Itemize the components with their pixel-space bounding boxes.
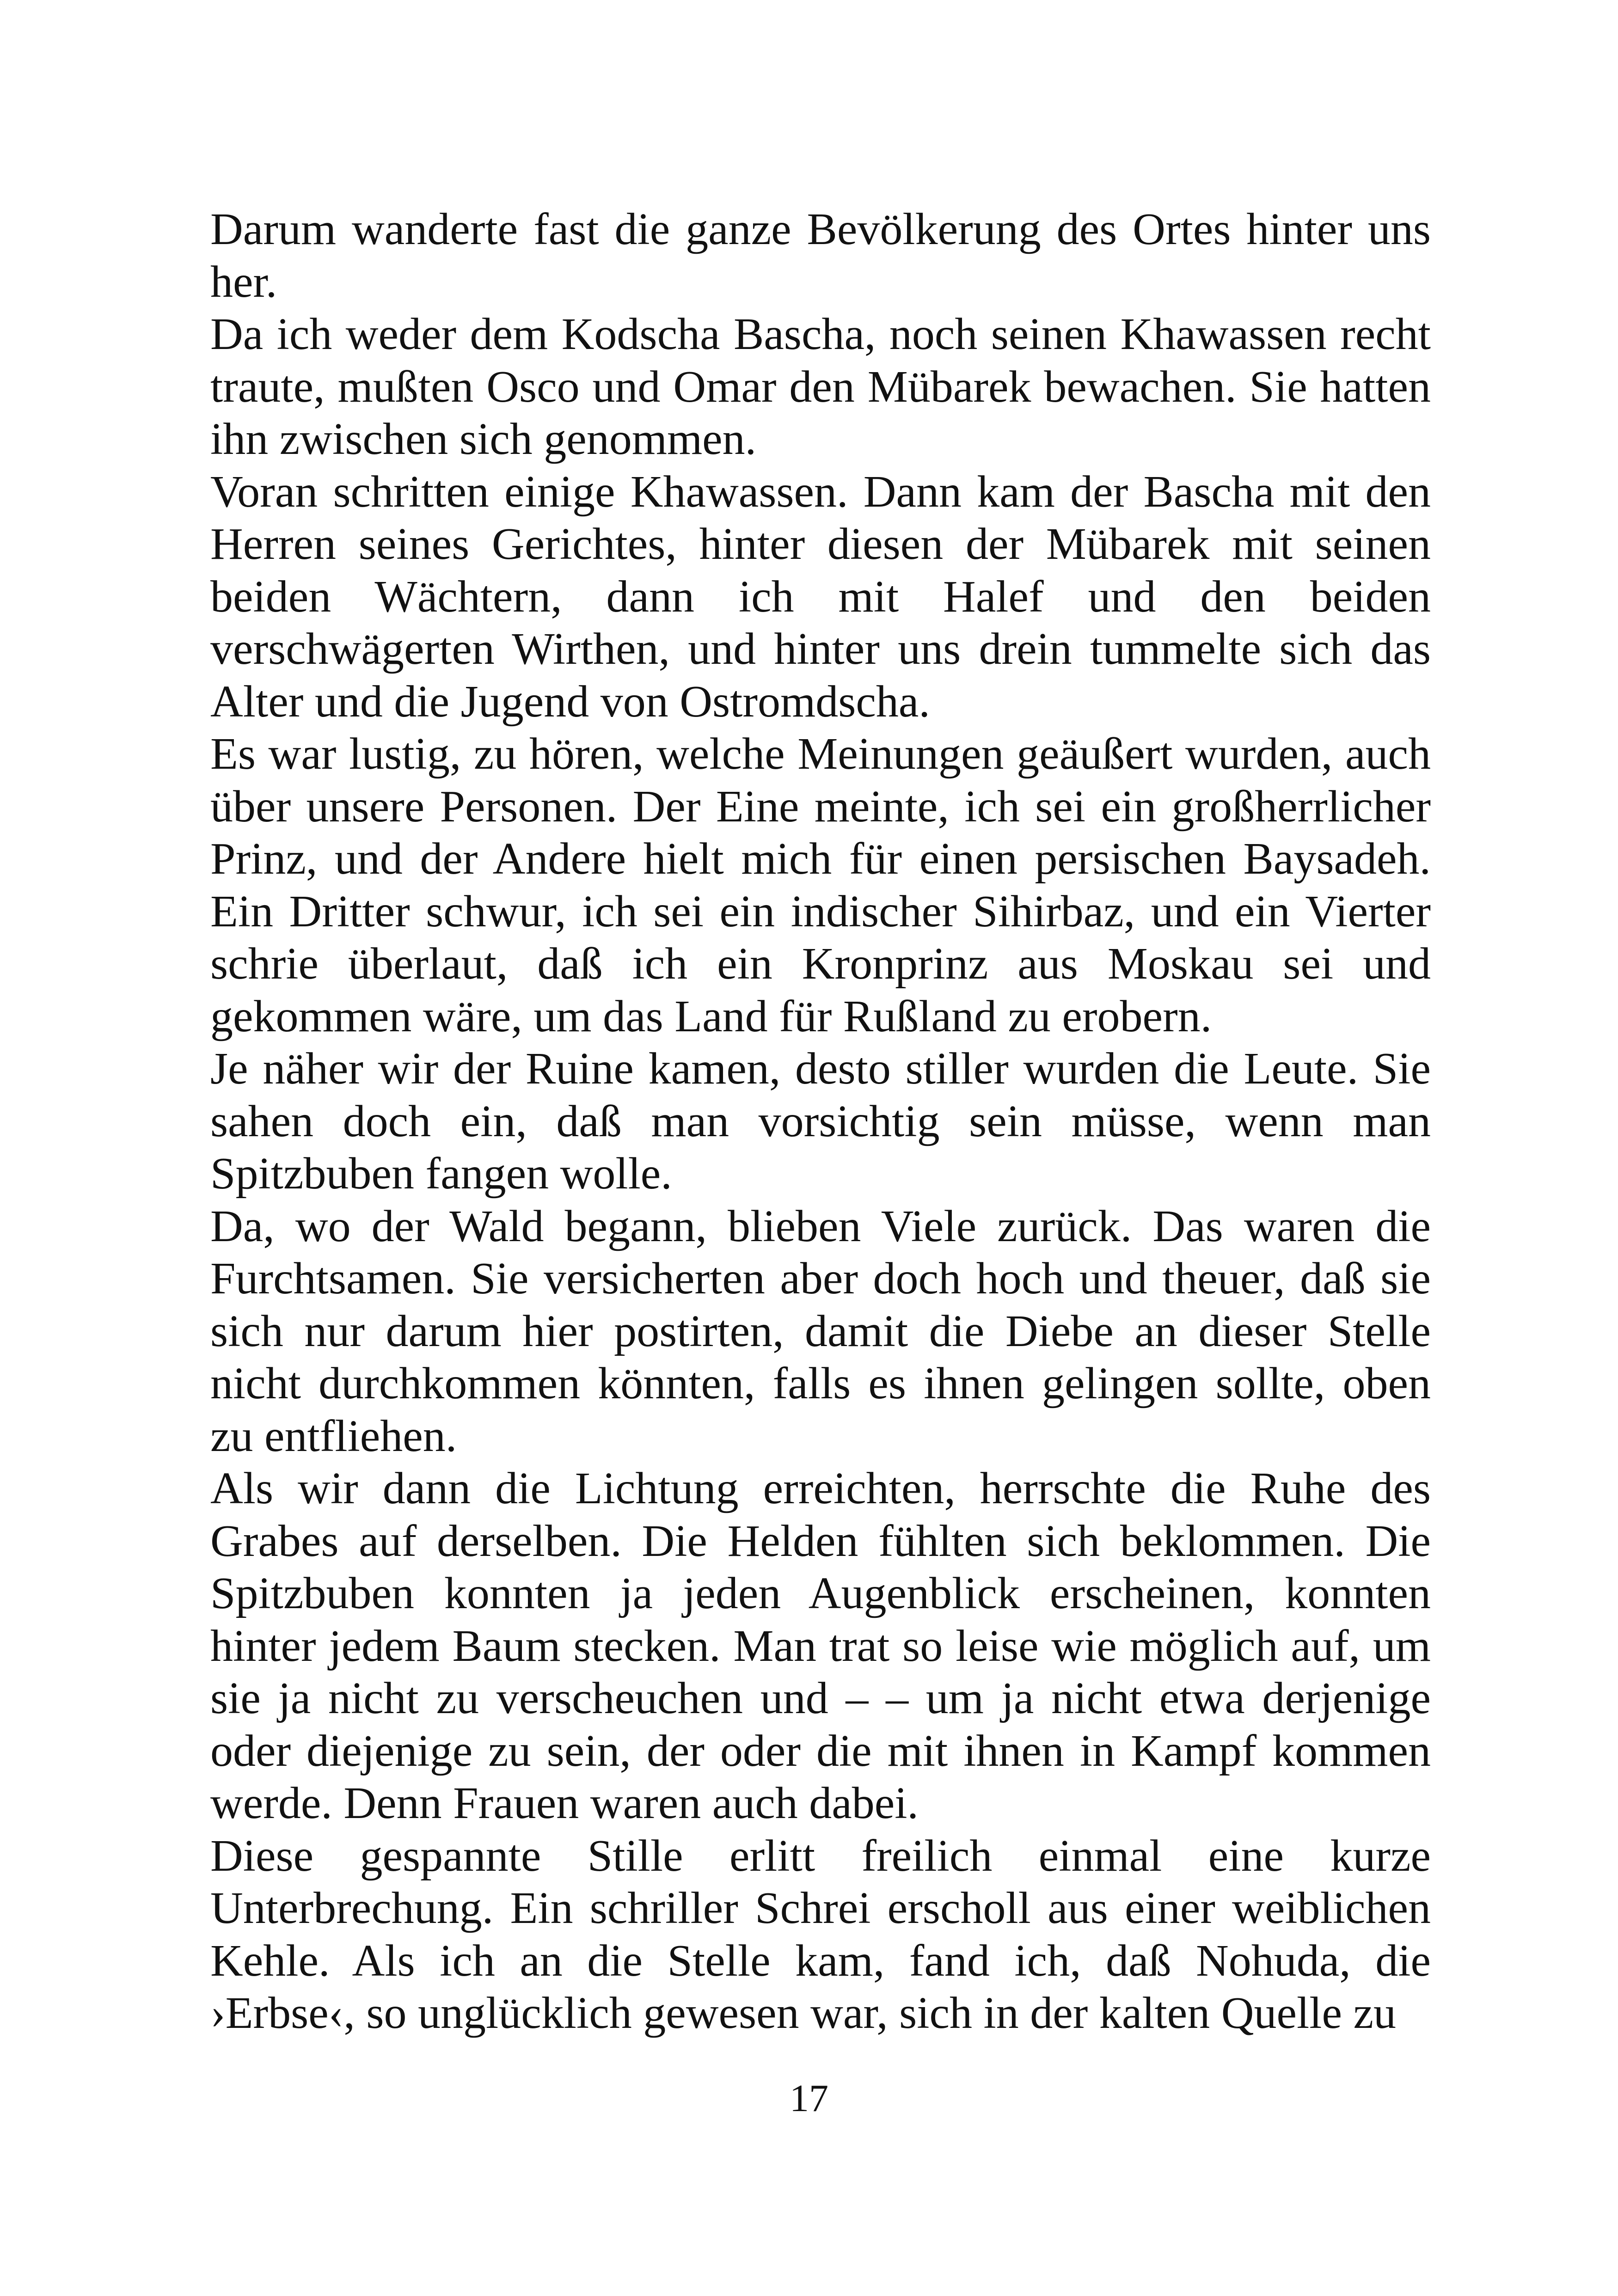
paragraph: Darum wanderte fast die ganze Bevölkerung des Ortes hinter uns her. [210,204,1431,307]
paragraph: Als wir dann die Lichtung erreichten, herrschte die Ruhe des Grabes auf derselben. Die Helden fühlten sich beklommen. Die Spitzbuben konnten ja jeden Augenblick erscheinen, konnten hinter jedem Baum stecken. Man trat so leise wie möglich auf, um sie ja nicht zu verscheuchen und – – um ja nicht etwa derjenige oder diejenige zu sein, der oder die mit ihnen in Kampf kommen werde. Denn Frauen waren auch dabei. [210,1463,1431,1828]
paragraph: Da ich weder dem Kodscha Bascha, noch seinen Khawassen recht traute, mußten Osco und Omar den Mübarek bewachen. Sie hatten ihn zwischen sich genommen. [210,309,1431,464]
body-text [210,203,1431,2040]
paragraph: Je näher wir der Ruine kamen, desto stiller wurden die Leute. Sie sahen doch ein, daß man vorsichtig sein müsse, wenn man Spitzbuben fangen wolle. [210,1044,1431,1199]
paragraph: Diese gespannte Stille erlitt freilich einmal eine kurze Unterbrechung. Ein schriller Schrei erscholl aus einer weiblichen Kehle. Als ich an die Stelle kam, fand ich, daß Nohuda, die ›Erbse‹, so unglücklich gewesen war, sich in der kalten Quelle zu [210,1831,1431,2038]
paragraph: Da, wo der Wald begann, blieben Viele zurück. Das waren die Furchtsamen. Sie versicherten aber doch hoch und theuer, daß sie sich nur darum hier postirten, damit die Diebe an dieser Stelle nicht durchkommen könnten, falls es ihnen gelingen sollte, oben zu entfliehen. [210,1201,1431,1461]
page-number: 17 [790,2077,828,2120]
paragraph: Es war lustig, zu hören, welche Meinungen geäußert wurden, auch über unsere Personen. Der Eine meinte, ich sei ein großherrlicher Prinz, und der Andere hielt mich für einen persischen Baysadeh. Ein Dritter schwur, ich sei ein indischer Sihirbaz, und ein Vierter schrie überlaut, daß ich ein Kronprinz aus Moskau sei und gekommen wäre, um das Land für Rußland zu erobern. [210,729,1431,1041]
paragraph: Voran schritten einige Khawassen. Dann kam der Bascha mit den Herren seines Gerichtes, hinter diesen der Mübarek mit seinen beiden Wächtern, dann ich mit Halef und den beiden verschwägerten Wirthen, und hinter uns drein tummelte sich das Alter und die Jugend von Ostromdscha. [210,466,1431,727]
